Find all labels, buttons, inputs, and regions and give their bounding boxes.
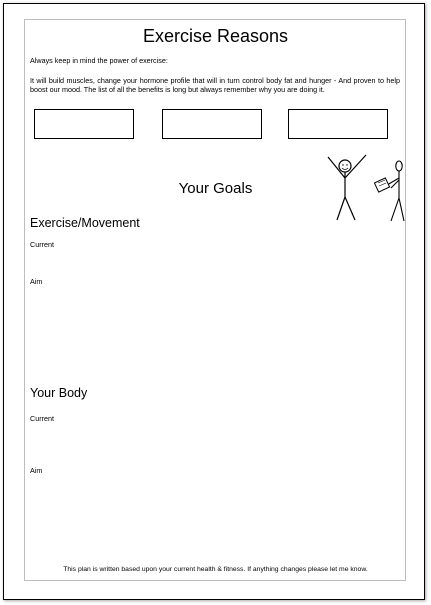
footer-note: This plan is written based upon your current health & fitness. If anything changes please let me know. [63,566,368,573]
benefits-paragraph: It will build muscles, change your hormone profile that will in turn control body fat and hunger - And proven to help boost our mood. The list of all the benefits is long but always remember why you are doing it. [30,76,400,94]
exercise-aim-label: Aim [30,277,43,286]
goals-heading: Your Goals [178,180,253,197]
body-aim-label: Aim [30,466,43,475]
reason-box-3[interactable] [288,109,388,139]
exercise-movement-heading: Exercise/Movement [30,216,140,230]
intro-text: Always keep in mind the power of exercise: [30,56,168,65]
page-inner-frame [24,19,406,581]
exercise-current-label: Current [30,240,54,249]
reason-box-2[interactable] [162,109,262,139]
page-title: Exercise Reasons [142,26,289,46]
reason-box-1[interactable] [34,109,134,139]
your-body-heading: Your Body [30,386,88,400]
body-current-label: Current [30,414,54,423]
